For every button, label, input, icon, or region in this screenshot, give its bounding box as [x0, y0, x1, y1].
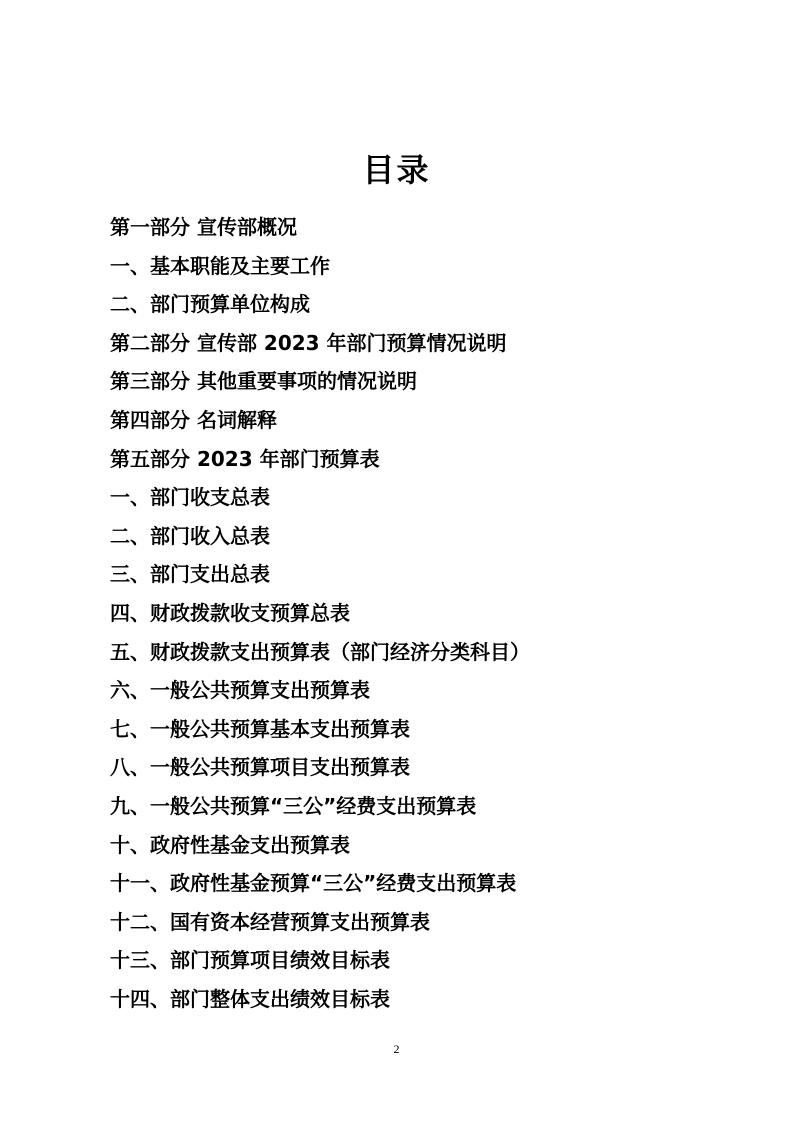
- toc-entry-part-3[interactable]: 第三部分 其他重要事项的情况说明: [110, 369, 417, 394]
- toc-entry-table-3[interactable]: 三、部门支出总表: [110, 562, 270, 587]
- toc-entry-table-5[interactable]: 五、财政拨款支出预算表（部门经济分类科目）: [110, 639, 530, 664]
- toc-entry-table-14[interactable]: 十四、部门整体支出绩效目标表: [110, 986, 390, 1011]
- toc-entry-part-4[interactable]: 第四部分 名词解释: [110, 407, 277, 432]
- toc-entry-part-2[interactable]: 第二部分 宣传部 2023 年部门预算情况说明: [110, 330, 507, 355]
- toc-entry-table-8[interactable]: 八、一般公共预算项目支出预算表: [110, 755, 410, 780]
- toc-entry-table-12[interactable]: 十二、国有资本经营预算支出预算表: [110, 909, 430, 934]
- page-number: 2: [393, 1042, 400, 1056]
- toc-entry-table-10[interactable]: 十、政府性基金支出预算表: [110, 832, 350, 857]
- toc-entry-table-9[interactable]: 九、一般公共预算“三公”经费支出预算表: [110, 793, 477, 818]
- toc-entry-table-2[interactable]: 二、部门收入总表: [110, 523, 270, 548]
- toc-entry-table-6[interactable]: 六、一般公共预算支出预算表: [110, 678, 370, 703]
- toc-entry-part-5[interactable]: 第五部分 2023 年部门预算表: [110, 446, 380, 471]
- toc-entry-part-1[interactable]: 第一部分 宣传部概况: [110, 215, 297, 239]
- toc-entry-functions-work[interactable]: 一、基本职能及主要工作: [110, 253, 330, 278]
- toc-entry-table-13[interactable]: 十三、部门预算项目绩效目标表: [110, 948, 390, 973]
- toc-entry-table-7[interactable]: 七、一般公共预算基本支出预算表: [110, 716, 410, 741]
- toc-entry-table-4[interactable]: 四、财政拨款收支预算总表: [110, 600, 350, 625]
- page-title: 目录: [362, 151, 431, 189]
- toc-entry-table-1[interactable]: 一、部门收支总表: [110, 485, 270, 510]
- toc-entry-table-11[interactable]: 十一、政府性基金预算“三公”经费支出预算表: [110, 871, 517, 896]
- table-of-contents: [110, 208, 760, 1018]
- toc-entry-unit-composition[interactable]: 二、部门预算单位构成: [110, 292, 310, 317]
